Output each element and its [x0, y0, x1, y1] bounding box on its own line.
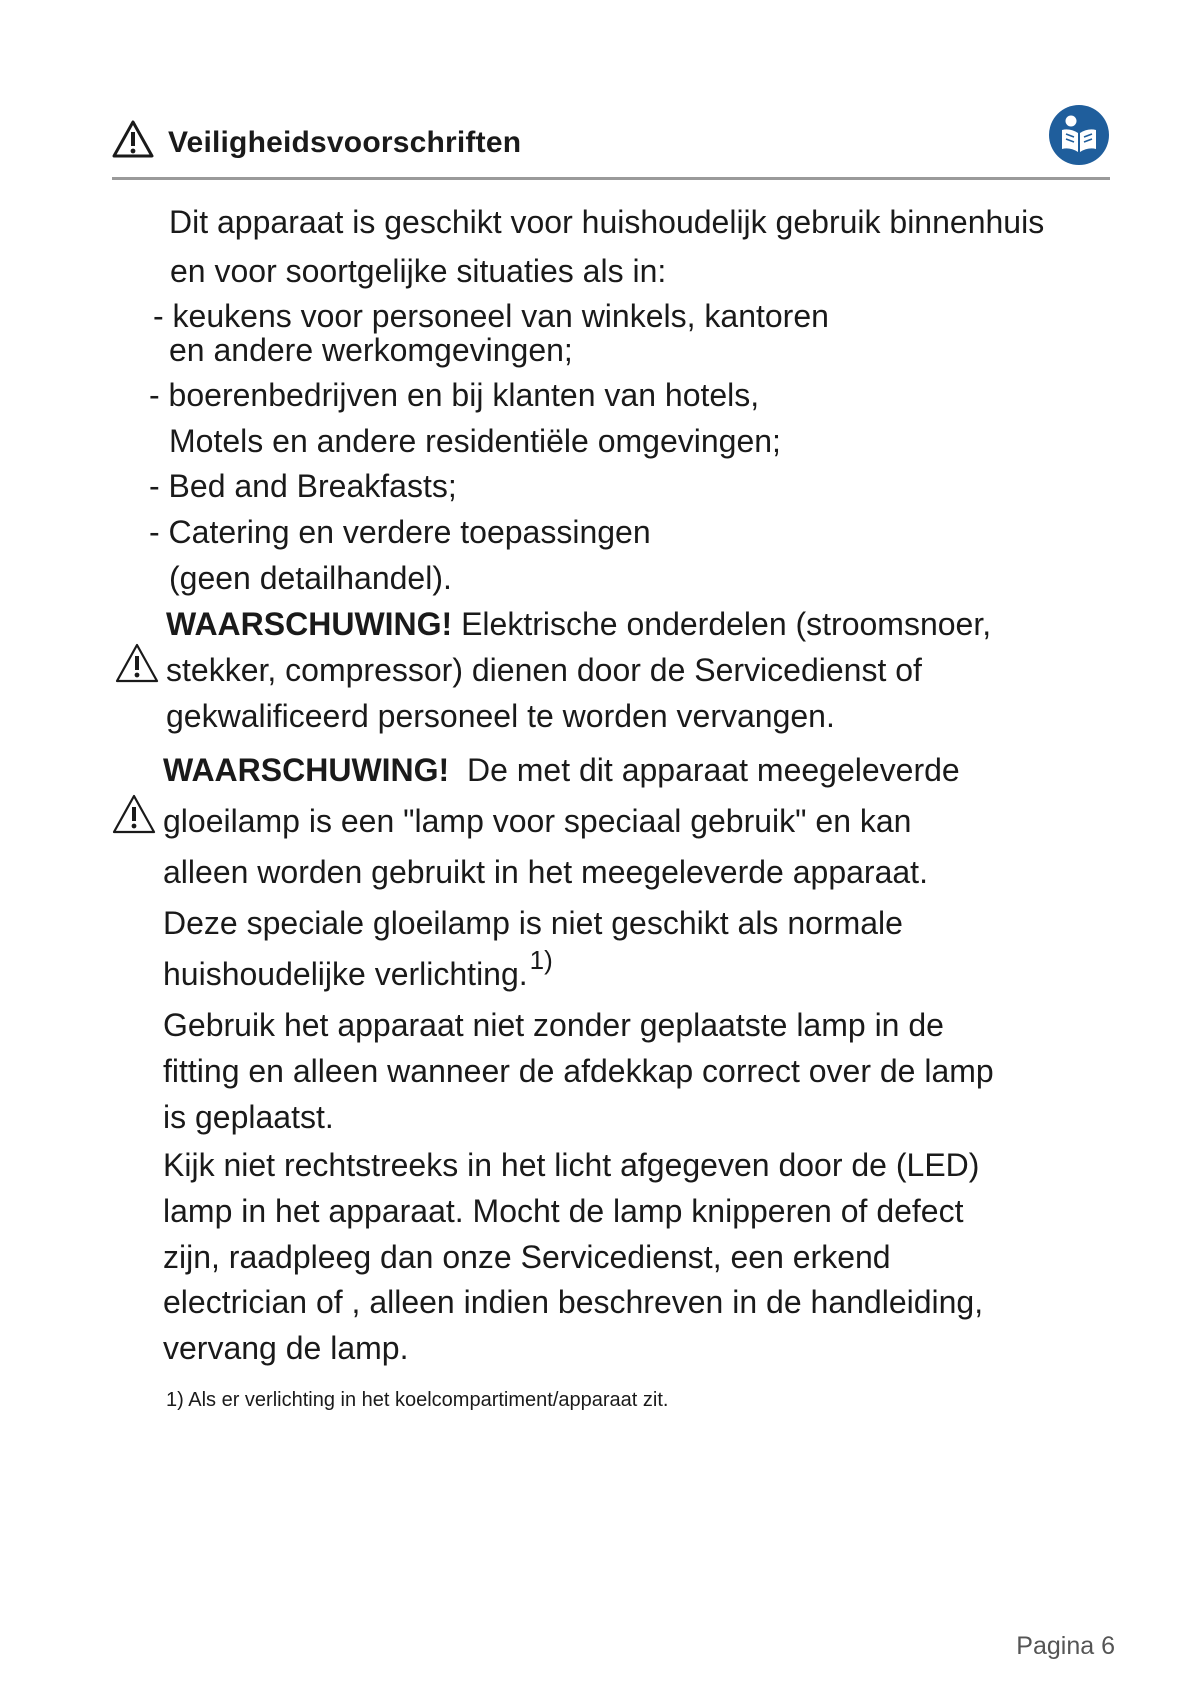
list-item-4: - Catering en verdere toepassingen: [149, 514, 651, 550]
led-para-line-1: Kijk niet rechtstreeks in het licht afgegeven door de (LED): [163, 1147, 980, 1183]
list-item-1-cont: en andere werkomgevingen;: [169, 332, 573, 368]
lamp-para-line-3: is geplaatst.: [163, 1099, 334, 1135]
list-item-3: - Bed and Breakfasts;: [149, 468, 457, 504]
page-header: [112, 104, 1110, 180]
warning-1-text: Elektrische onderdelen (stroomsnoer,: [452, 606, 992, 642]
warning-2-line-5-text: huishoudelijke verlichting.: [163, 956, 528, 992]
page-title: Veiligheidsvoorschriften: [168, 126, 522, 159]
list-item-2-cont: Motels en andere residentiële omgevingen;: [169, 423, 781, 459]
page-number: Pagina 6: [1016, 1632, 1115, 1660]
led-para-line-3: zijn, raadpleeg dan onze Servicedienst, een erkend: [163, 1239, 891, 1275]
list-item-4-cont: (geen detailhandel).: [169, 560, 452, 596]
warning-2-line-1: [163, 751, 960, 789]
warning-2-text: De met dit apparaat meegeleverde: [449, 752, 960, 788]
header-divider: [112, 177, 1110, 180]
warning-1-line-3: gekwalificeerd personeel te worden vervangen.: [166, 698, 835, 734]
warning-triangle-icon: [112, 120, 154, 158]
footnote: 1) Als er verlichting in het koelcompartiment/apparaat zit.: [166, 1389, 669, 1411]
warning-1-line-2: stekker, compressor) dienen door de Servicedienst of: [166, 652, 922, 688]
list-item-1: - keukens voor personeel van winkels, kantoren: [153, 298, 829, 334]
lamp-para-line-2: fitting en alleen wanneer de afdekkap correct over de lamp: [163, 1053, 994, 1089]
warning-2-line-5: [163, 945, 553, 995]
led-para-line-5: vervang de lamp.: [163, 1330, 409, 1366]
warning-triangle-icon: [112, 794, 156, 834]
read-manual-icon: [1048, 104, 1110, 166]
warning-2-label: WAARSCHUWING!: [163, 752, 450, 788]
lamp-para-line-1: Gebruik het apparaat niet zonder geplaatste lamp in de: [163, 1007, 944, 1043]
footnote-reference: 1): [529, 945, 553, 975]
warning-2-line-4: Deze speciale gloeilamp is niet geschikt als normale: [163, 905, 903, 941]
intro-line-1: Dit apparaat is geschikt voor huishoudelijk gebruik binnenhuis: [169, 204, 1045, 240]
intro-line-2: en voor soortgelijke situaties als in:: [170, 253, 667, 289]
warning-1-line-1: [166, 605, 991, 643]
list-item-2: - boerenbedrijven en bij klanten van hotels,: [149, 377, 760, 413]
warning-1-label: WAARSCHUWING!: [166, 606, 453, 642]
warning-2-line-2: gloeilamp is een "lamp voor speciaal gebruik" en kan: [163, 803, 912, 839]
warning-triangle-icon: [115, 643, 159, 683]
led-para-line-2: lamp in het apparaat. Mocht de lamp knipperen of defect: [163, 1193, 964, 1229]
led-para-line-4: electrician of , alleen indien beschreven in de handleiding,: [163, 1284, 984, 1320]
warning-2-line-3: alleen worden gebruikt in het meegeleverde apparaat.: [163, 854, 928, 890]
